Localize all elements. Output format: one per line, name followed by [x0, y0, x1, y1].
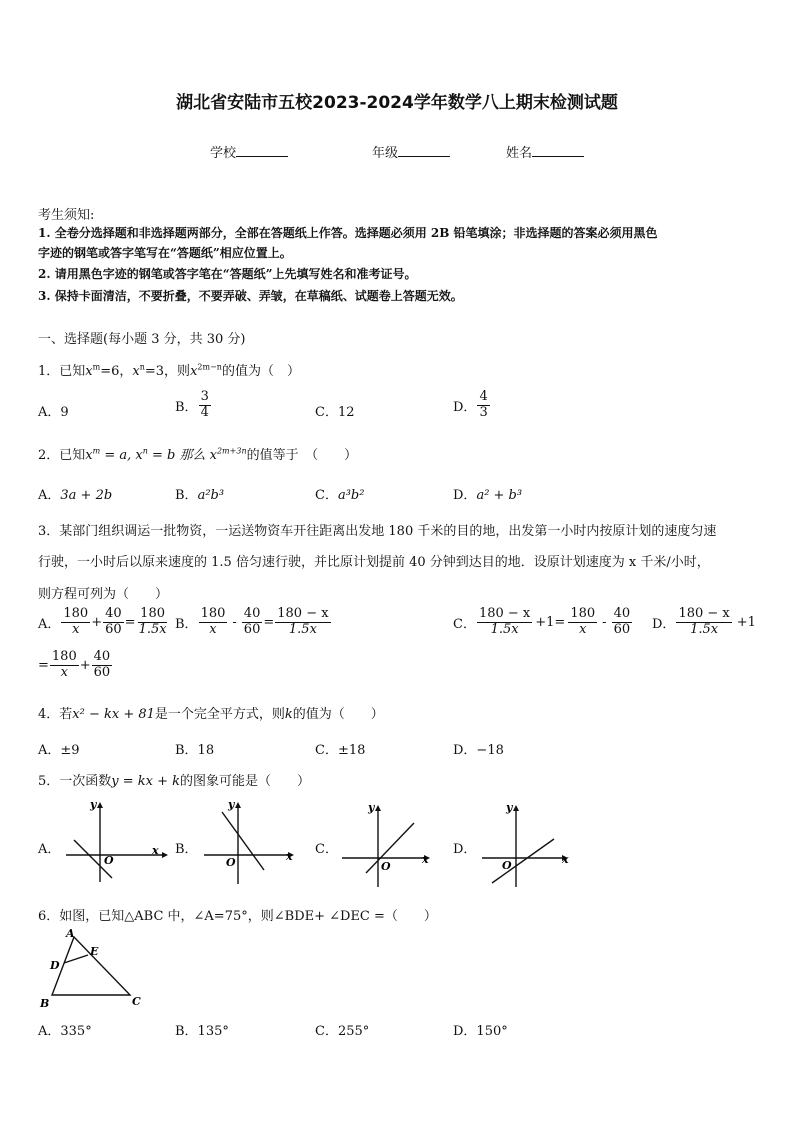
- q4-option-b[interactable]: B．18: [175, 743, 215, 758]
- origin-label: O: [226, 856, 236, 869]
- q5-option-d[interactable]: D．: [453, 842, 477, 857]
- y-axis-label: y: [368, 803, 375, 814]
- q5-graph-a[interactable]: [62, 800, 172, 885]
- q1-option-c[interactable]: C．12: [315, 405, 355, 420]
- q6-option-a[interactable]: A．335°: [38, 1024, 92, 1039]
- question-4: 4．若x² − kx + 81是一个完全平方式，则k的值为（ ）: [38, 707, 384, 722]
- point-d-label: D: [50, 959, 60, 972]
- q5-graph-c[interactable]: [340, 803, 440, 888]
- school-field: 学校: [210, 142, 288, 161]
- q5-option-c[interactable]: C．: [315, 842, 338, 857]
- section-heading: 一、选择题(每小题 3 分，共 30 分): [38, 332, 246, 347]
- notice-line-2: 2. 请用黑色字迹的钢笔或答字笔在“答题纸”上先填写姓名和准考证号。: [38, 267, 417, 281]
- notice-line-3: 3. 保持卡面清洁，不要折叠，不要弄破、弄皱，在草稿纸、试题卷上答题无效。: [38, 289, 463, 303]
- q1-option-d[interactable]: D． $\frac{4}{3}$: [453, 389, 488, 420]
- vertex-b-label: B: [40, 997, 50, 1010]
- y-axis-label: y: [90, 800, 97, 811]
- q2-option-b[interactable]: B．a²b³: [175, 488, 225, 503]
- x-axis-label: x: [152, 844, 159, 857]
- q5-option-a[interactable]: A．: [38, 842, 61, 857]
- x-axis-label: x: [562, 853, 569, 866]
- origin-label: O: [502, 859, 512, 872]
- notice-heading: 考生须知:: [38, 208, 95, 223]
- q3-option-d-continued: = $\frac{180}{x}$ + $\frac{40}{60}$: [38, 649, 111, 680]
- vertex-c-label: C: [132, 995, 141, 1008]
- q3-option-c[interactable]: C． $\frac{180 - x}{1.5x}$ +1= $\frac{180}{x}$ - $\frac{40}{60}$: [453, 606, 631, 637]
- notice-line-1b: 字迹的钢笔或答字笔写在“答题纸”相应位置上。: [38, 246, 292, 260]
- q2-option-d[interactable]: D．a² + b³: [453, 488, 523, 503]
- origin-label: O: [104, 854, 114, 867]
- notice-line-1a: 1. 全卷分选择题和非选择题两部分，全部在答题纸上作答。选择题必须用 2B 铅笔填涂；非选择题的答案必须用黑色: [38, 226, 658, 240]
- q2-option-c[interactable]: C．a³b²: [315, 488, 365, 503]
- name-field: 姓名: [506, 142, 584, 161]
- q6-option-b[interactable]: B．135°: [175, 1024, 229, 1039]
- q4-option-a[interactable]: A．±9: [38, 743, 80, 758]
- point-e-label: E: [90, 945, 99, 958]
- question-3-line-2: 行驶，一小时后以原来速度的 1.5 倍匀速行驶，并比原计划提前 40 分钟到达目的地．设原计划速度为 x 千米/小时，: [38, 555, 710, 570]
- q1-option-a[interactable]: A．9: [38, 405, 69, 420]
- question-5: 5．一次函数y = kx + k的图象可能是（ ）: [38, 774, 311, 789]
- question-3-line-1: 3．某部门组织调运一批物资，一运送物资车开往距离出发地 180 千米的目的地，出发第一小时内按原计划的速度匀速: [38, 524, 717, 539]
- question-3-line-3: 则方程可列为（ ）: [38, 587, 169, 602]
- q3-option-a[interactable]: A． $\frac{180}{x}$ + $\frac{40}{60}$ = $\frac{180}{1.5x}$: [38, 606, 167, 637]
- origin-label: O: [381, 860, 391, 873]
- q6-option-c[interactable]: C．255°: [315, 1024, 370, 1039]
- question-1: 1．已知$x^m=6$，$x^n=3$，则$x^{2m-n}$的值为（ ）: [38, 362, 300, 379]
- grade-field: 年级: [372, 142, 450, 161]
- q2-option-a[interactable]: A．3a + 2b: [38, 488, 113, 503]
- q3-option-b[interactable]: B． $\frac{180}{x}$ - $\frac{40}{60}$ = $\frac{180 - x}{1.5x}$: [175, 606, 329, 637]
- q4-option-d[interactable]: D．−18: [453, 743, 504, 758]
- q3-option-d[interactable]: D． $\frac{180 - x}{1.5x}$ +1: [652, 606, 756, 637]
- question-6: 6．如图，已知△ABC 中，∠A=75°，则∠BDE+ ∠DEC =（ ）: [38, 909, 437, 924]
- y-axis-label: y: [506, 803, 513, 814]
- y-axis-label: y: [228, 800, 235, 811]
- q5-option-b[interactable]: B．: [175, 842, 198, 857]
- q6-triangle-figure: [36, 925, 156, 1017]
- question-2: 2．已知$x^m = a$, $x^n = b$ 那么 $x^{2m+3n}$的值等于 （ ）: [38, 446, 358, 463]
- q4-option-c[interactable]: C．±18: [315, 743, 366, 758]
- q5-graph-d[interactable]: [478, 803, 578, 888]
- page-title: 湖北省安陆市五校2023-2024学年数学八上期末检测试题: [176, 93, 618, 113]
- q1-option-b[interactable]: B． $\frac{3}{4}$: [175, 389, 209, 420]
- x-axis-label: x: [422, 853, 429, 866]
- q6-option-d[interactable]: D．150°: [453, 1024, 508, 1039]
- q5-graph-b[interactable]: [200, 800, 310, 885]
- vertex-a-label: A: [66, 927, 75, 940]
- x-axis-label: x: [286, 850, 293, 863]
